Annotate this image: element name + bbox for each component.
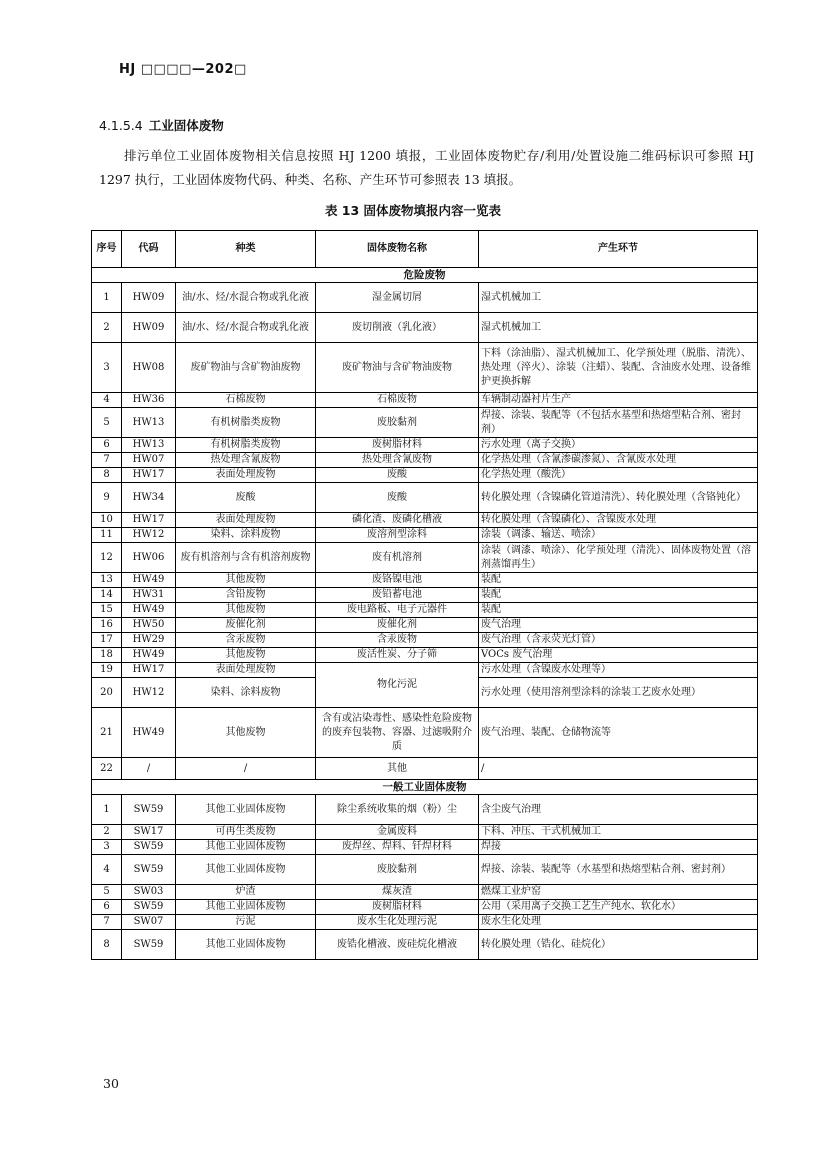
table-row (92, 915, 758, 930)
cell-name: 废焊丝、焊料、钎焊材料 (316, 840, 479, 855)
cell-code: HW09 (122, 313, 176, 343)
cell-name: 废活性炭、分子筛 (316, 648, 479, 663)
cell-code: SW59 (122, 855, 176, 885)
table-caption: 表 13 固体废物填报内容一览表 (324, 203, 502, 218)
cell-source: 污水处理（离子交换） (479, 438, 758, 453)
cell-no: 8 (92, 930, 122, 960)
cell-no: 5 (92, 885, 122, 900)
table-row (92, 825, 758, 840)
cell-category: 染料、涂料废物 (176, 678, 316, 708)
cell-no: 13 (92, 573, 122, 588)
cell-category: 表面处理废物 (176, 513, 316, 528)
table-row (92, 758, 758, 780)
cell-source: 焊接、涂装、装配等（水基型和热熔型粘合剂、密封剂） (479, 855, 758, 885)
cell-name: 废溶剂型涂料 (316, 528, 479, 543)
group-header-row (92, 780, 758, 795)
body-paragraph: 排污单位工业固体废物相关信息按照 HJ 1200 填报，工业固体废物贮存/利用/处置设施二维码标识可参照 HJ 1297 执行，工业固体废物代码、种类、名称、产生环节可参照表 13 填报。 (99, 148, 754, 187)
cell-source: 涂装（调漆、输送、喷涂） (479, 528, 758, 543)
cell-name: 废酸 (316, 468, 479, 483)
cell-source: 装配 (479, 603, 758, 618)
cell-no: 12 (92, 543, 122, 573)
cell-code: HW13 (122, 438, 176, 453)
cell-category: 其他废物 (176, 573, 316, 588)
cell-code: HW50 (122, 618, 176, 633)
cell-source: 废水生化处理 (479, 915, 758, 930)
cell-name: 废切削液（乳化液） (316, 313, 479, 343)
cell-code: SW03 (122, 885, 176, 900)
table-row (92, 483, 758, 513)
cell-name: 含汞废物 (316, 633, 479, 648)
cell-code: HW06 (122, 543, 176, 573)
cell-source: 含尘废气治理 (479, 795, 758, 825)
table-row (92, 885, 758, 900)
cell-name: 废铬镍电池 (316, 573, 479, 588)
cell-category: 其他废物 (176, 603, 316, 618)
cell-source: 焊接 (479, 840, 758, 855)
group-header-row (92, 268, 758, 283)
table-row (92, 840, 758, 855)
cell-name: 除尘系统收集的烟（粉）尘 (316, 795, 479, 825)
cell-code: HW49 (122, 603, 176, 618)
cell-name: 废电路板、电子元器件 (316, 603, 479, 618)
cell-no: 7 (92, 915, 122, 930)
cell-no: 3 (92, 840, 122, 855)
header-category: 种类 (176, 231, 316, 268)
table-row (92, 453, 758, 468)
cell-source: 公用（采用离子交换工艺生产纯水、软化水） (479, 900, 758, 915)
cell-source: 转化膜处理（含镍磷化管道清洗）、转化膜处理（含铬钝化） (479, 483, 758, 513)
cell-source: 下料（涂油脂）、湿式机械加工、化学预处理（脱脂、清洗）、热处理（淬火）、涂装（注蜡）、装配、含油废水处理、设备维护更换拆解 (479, 343, 758, 393)
cell-code: SW59 (122, 795, 176, 825)
cell-no: 5 (92, 408, 122, 438)
header-source: 产生环节 (479, 231, 758, 268)
cell-no: 4 (92, 855, 122, 885)
table-row (92, 393, 758, 408)
cell-source: 车辆制动器衬片生产 (479, 393, 758, 408)
cell-category: 含汞废物 (176, 633, 316, 648)
table-row (92, 663, 758, 678)
cell-category: 其他工业固体废物 (176, 900, 316, 915)
table-row (92, 408, 758, 438)
cell-source: 涂装（调漆、喷涂）、化学预处理（清洗）、固体废物处置（溶剂蒸馏再生） (479, 543, 758, 573)
cell-source: 转化膜处理（锆化、硅烷化） (479, 930, 758, 960)
cell-category: 其他工业固体废物 (176, 930, 316, 960)
cell-no: 15 (92, 603, 122, 618)
cell-name: 磷化渣、废磷化槽液 (316, 513, 479, 528)
cell-code: HW12 (122, 528, 176, 543)
cell-code: HW08 (122, 343, 176, 393)
cell-source: / (479, 758, 758, 780)
table-row (92, 343, 758, 393)
table-header-row (92, 231, 758, 268)
cell-category: 表面处理废物 (176, 663, 316, 678)
cell-code: HW49 (122, 708, 176, 758)
cell-name: 热处理含氰废物 (316, 453, 479, 468)
cell-source: 焊接、涂装、装配等（不包括水基型和热熔型粘合剂、密封剂） (479, 408, 758, 438)
cell-source: 污水处理（含镍废水处理等） (479, 663, 758, 678)
cell-no: 7 (92, 453, 122, 468)
table-row (92, 313, 758, 343)
cell-code: HW36 (122, 393, 176, 408)
cell-source: 污水处理（使用溶剂型涂料的涂装工艺废水处理） (479, 678, 758, 708)
header-no: 序号 (92, 231, 122, 268)
cell-no: 2 (92, 313, 122, 343)
cell-name: 废树脂材料 (316, 438, 479, 453)
table-row (92, 855, 758, 885)
header-name: 固体废物名称 (316, 231, 479, 268)
cell-name: 石棉废物 (316, 393, 479, 408)
table-row (92, 513, 758, 528)
cell-code: HW17 (122, 513, 176, 528)
group-title: 一般工业固体废物 (92, 780, 758, 795)
cell-source: 转化膜处理（含镍磷化）、含镍废水处理 (479, 513, 758, 528)
group-title: 危险废物 (92, 268, 758, 283)
cell-no: 17 (92, 633, 122, 648)
cell-category: 染料、涂料废物 (176, 528, 316, 543)
cell-no: 22 (92, 758, 122, 780)
cell-name: 废水生化处理污泥 (316, 915, 479, 930)
cell-category: 废矿物油与含矿物油废物 (176, 343, 316, 393)
cell-category: 炉渣 (176, 885, 316, 900)
cell-code: HW31 (122, 588, 176, 603)
table-row (92, 603, 758, 618)
cell-category: 表面处理废物 (176, 468, 316, 483)
table-row (92, 573, 758, 588)
cell-code: HW49 (122, 573, 176, 588)
table-row (92, 900, 758, 915)
cell-code: HW07 (122, 453, 176, 468)
cell-category: / (176, 758, 316, 780)
cell-category: 石棉废物 (176, 393, 316, 408)
cell-name: 其他 (316, 758, 479, 780)
cell-code: HW12 (122, 678, 176, 708)
cell-no: 4 (92, 393, 122, 408)
table-row (92, 708, 758, 758)
cell-name: 湿金属切屑 (316, 283, 479, 313)
solid-waste-table (91, 230, 758, 960)
cell-source: 下料、冲压、干式机械加工 (479, 825, 758, 840)
cell-no: 18 (92, 648, 122, 663)
cell-category: 油/水、烃/水混合物或乳化液 (176, 283, 316, 313)
cell-code: HW17 (122, 468, 176, 483)
cell-no: 10 (92, 513, 122, 528)
cell-source: 湿式机械加工 (479, 283, 758, 313)
cell-source: 装配 (479, 573, 758, 588)
cell-category: 其他废物 (176, 708, 316, 758)
cell-name: 废矿物油与含矿物油废物 (316, 343, 479, 393)
cell-source: 废气治理（含汞荧光灯管） (479, 633, 758, 648)
cell-no: 1 (92, 283, 122, 313)
cell-category: 油/水、烃/水混合物或乳化液 (176, 313, 316, 343)
cell-category: 其他废物 (176, 648, 316, 663)
cell-source: 湿式机械加工 (479, 313, 758, 343)
table-row (92, 930, 758, 960)
cell-category: 含铅废物 (176, 588, 316, 603)
table-row (92, 618, 758, 633)
section-heading (99, 116, 224, 134)
cell-source: 装配 (479, 588, 758, 603)
cell-category: 有机树脂类废物 (176, 438, 316, 453)
table-row (92, 438, 758, 453)
cell-no: 14 (92, 588, 122, 603)
cell-category: 废催化剂 (176, 618, 316, 633)
cell-category: 可再生类废物 (176, 825, 316, 840)
cell-no: 8 (92, 468, 122, 483)
cell-no: 2 (92, 825, 122, 840)
cell-name: 废胶黏剂 (316, 408, 479, 438)
table-row (92, 468, 758, 483)
cell-name: 废有机溶剂 (316, 543, 479, 573)
cell-name: 物化污泥 (316, 663, 479, 708)
cell-category: 其他工业固体废物 (176, 840, 316, 855)
cell-no: 20 (92, 678, 122, 708)
cell-category: 热处理含氰废物 (176, 453, 316, 468)
section-number: 4.1.5.4 (99, 118, 143, 133)
cell-category: 废酸 (176, 483, 316, 513)
cell-code: HW09 (122, 283, 176, 313)
cell-code: HW49 (122, 648, 176, 663)
cell-name: 废铅蓄电池 (316, 588, 479, 603)
cell-name: 煤灰渣 (316, 885, 479, 900)
cell-no: 3 (92, 343, 122, 393)
cell-name: 金属废料 (316, 825, 479, 840)
cell-name: 废催化剂 (316, 618, 479, 633)
table-row (92, 588, 758, 603)
header-code: 代码 (122, 231, 176, 268)
section-name: 工业固体废物 (148, 118, 224, 133)
cell-code: HW34 (122, 483, 176, 513)
cell-no: 11 (92, 528, 122, 543)
cell-name: 废酸 (316, 483, 479, 513)
document-header: HJ □□□□—202□ (119, 62, 247, 77)
cell-no: 19 (92, 663, 122, 678)
cell-no: 1 (92, 795, 122, 825)
cell-code: SW07 (122, 915, 176, 930)
cell-code: SW59 (122, 840, 176, 855)
cell-code: SW17 (122, 825, 176, 840)
cell-no: 16 (92, 618, 122, 633)
cell-name: 废树脂材料 (316, 900, 479, 915)
cell-name: 含有或沾染毒性、感染性危险废物的废弃包装物、容器、过滤吸附介质 (316, 708, 479, 758)
table-row (92, 543, 758, 573)
cell-category: 其他工业固体废物 (176, 795, 316, 825)
cell-code: SW59 (122, 900, 176, 915)
cell-category: 废有机溶剂与含有机溶剂废物 (176, 543, 316, 573)
cell-code: HW17 (122, 663, 176, 678)
cell-source: 化学热处理（酸洗） (479, 468, 758, 483)
cell-category: 其他工业固体废物 (176, 855, 316, 885)
cell-no: 6 (92, 438, 122, 453)
table-row (92, 648, 758, 663)
cell-no: 21 (92, 708, 122, 758)
cell-source: 燃煤工业炉窑 (479, 885, 758, 900)
cell-name: 废锆化槽液、废硅烷化槽液 (316, 930, 479, 960)
page-number: 30 (103, 1076, 119, 1091)
cell-source: 化学热处理（含氰渗碳渗氮）、含氰废水处理 (479, 453, 758, 468)
cell-code: HW13 (122, 408, 176, 438)
table-row (92, 633, 758, 648)
cell-category: 有机树脂类废物 (176, 408, 316, 438)
cell-no: 6 (92, 900, 122, 915)
table-row (92, 528, 758, 543)
table-row (92, 795, 758, 825)
cell-source: 废气治理 (479, 618, 758, 633)
cell-code: HW29 (122, 633, 176, 648)
table-row (92, 283, 758, 313)
cell-source: VOCs 废气治理 (479, 648, 758, 663)
cell-category: 污泥 (176, 915, 316, 930)
cell-name: 废胶黏剂 (316, 855, 479, 885)
cell-no: 9 (92, 483, 122, 513)
cell-source: 废气治理、装配、仓储物流等 (479, 708, 758, 758)
cell-code: / (122, 758, 176, 780)
cell-code: SW59 (122, 930, 176, 960)
